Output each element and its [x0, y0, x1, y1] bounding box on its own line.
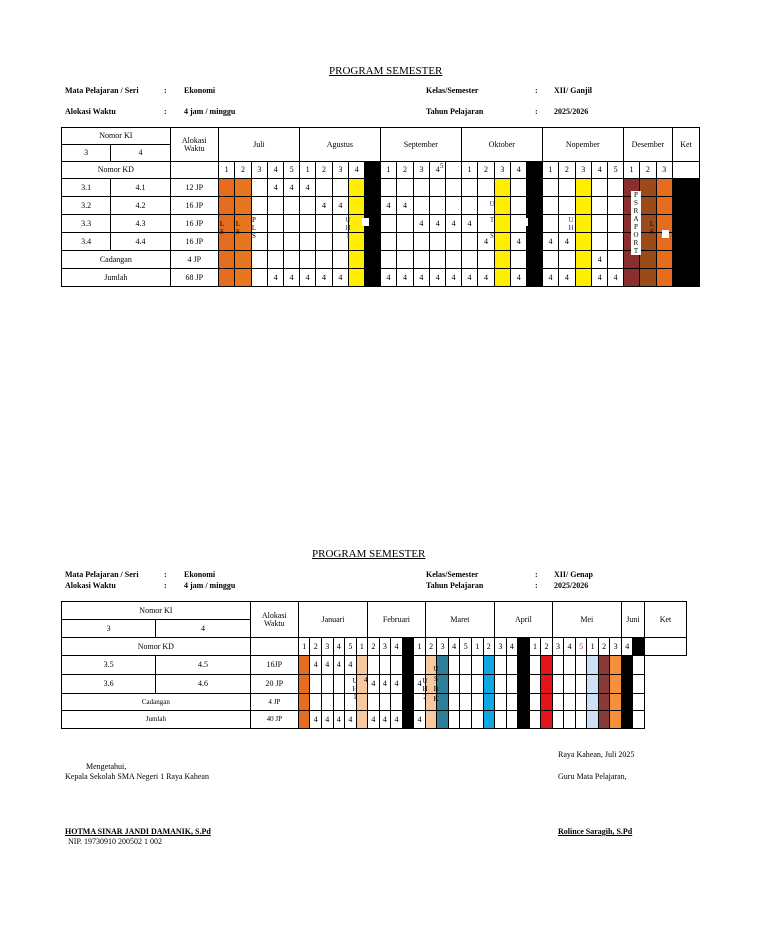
jp-cell: 16 JP [170, 197, 218, 215]
week: 1 [356, 638, 368, 656]
week: 1 [218, 162, 234, 179]
sem2-colon: : [164, 581, 167, 590]
week: 3 [321, 638, 333, 656]
week: 3 [610, 638, 622, 656]
week: 4 [448, 638, 460, 656]
sem2-alokasi-label: Alokasi Waktu [65, 581, 116, 590]
jp-cell: 20 JP [250, 675, 298, 694]
label-us: U S [617, 220, 623, 236]
jp-cell: 16JP [250, 656, 298, 675]
week: 4 [511, 162, 527, 179]
table-row: Cadangan 4 JP 4 [62, 251, 700, 269]
kd4-cell: 4.5 [156, 656, 250, 675]
month-mei: Mei [552, 602, 621, 638]
table-row: Jumlah 68 JP 4 4 4 4 4 4 4 4 4 4 4 4 4 4 4 4 4 [62, 269, 700, 287]
cadangan-jp: 4 JP [170, 251, 218, 269]
kd3-cell: 3.2 [62, 197, 111, 215]
header-nomor-kd: Nomor KD [62, 162, 171, 179]
week: 4 [268, 162, 284, 179]
sem2-colon: : [164, 570, 167, 579]
month-januari: Januari [298, 602, 367, 638]
header-ki3: 3 [62, 620, 156, 638]
table-row: 3.2 4.2 16 JP 4 4 4 4 [62, 197, 700, 215]
sem2-colon: : [535, 570, 538, 579]
header-ket: Ket [672, 128, 699, 162]
jumlah-label: Jumlah [62, 269, 171, 287]
label-uh1: U H I [345, 216, 351, 240]
label-ps-rapor: P S R A P O R T [631, 191, 641, 255]
sem1-week-row [62, 162, 700, 179]
week: 5 [284, 162, 299, 179]
week: 3 [332, 162, 348, 179]
week: 3 [413, 162, 429, 179]
sem1-colon: : [535, 86, 538, 95]
week: 2 [425, 638, 437, 656]
week: 1 [471, 638, 483, 656]
sem2-week-row [62, 638, 687, 656]
sem1-title: PROGRAM SEMESTER [329, 65, 443, 77]
label-pls: P L S [251, 216, 257, 240]
kd4-cell: 4.1 [111, 179, 170, 197]
sem1-kelas-value: XII/ Ganjil [554, 86, 593, 95]
week: 5 [608, 162, 623, 179]
sem1-kelas-label: Kelas/Semester [426, 86, 479, 95]
week: 2 [478, 162, 494, 179]
kd4-cell: 4.4 [111, 233, 170, 251]
month-maret: Maret [425, 602, 494, 638]
table-row: 3.3 4.3 16 JP 4 4 4 4 [62, 215, 700, 233]
jumlah-jp: 40 JP [250, 711, 298, 729]
week: 2 [316, 162, 332, 179]
table-row: 3.1 4.1 12 JP 4 4 4 [62, 179, 700, 197]
header-ki4: 4 [111, 145, 170, 162]
header-alokasi-waktu: Alokasi Waktu [170, 128, 218, 162]
week: 4 [506, 638, 518, 656]
label-uh: U H [568, 216, 574, 232]
header-ki3: 3 [62, 145, 111, 162]
week: 5 [345, 638, 357, 656]
label-ls: L S [649, 220, 655, 236]
jp-cell: 12 JP [170, 179, 218, 197]
place-date: Raya Kahean, Juli 2025 [558, 750, 635, 759]
white-marker [662, 230, 669, 238]
jp-cell: 16 JP [170, 233, 218, 251]
month-desember: Desember [623, 128, 672, 162]
kd3-cell: 3.5 [62, 656, 156, 675]
week: 4 [430, 162, 446, 179]
table-row: Jumlah 40 JP 4 4 4 4 4 4 4 4 [62, 711, 687, 729]
guru-role: Guru Mata Pelajaran, [558, 772, 627, 781]
week: 2 [559, 162, 575, 179]
sem2-mapel-label: Mata Pelajaran / Seri [65, 570, 139, 579]
sem1-colon: : [535, 107, 538, 116]
week: 3 [494, 162, 510, 179]
week: 2 [368, 638, 380, 656]
sem2-note-four: 4 [364, 676, 368, 684]
sem2-alokasi-value: 4 jam / minggu [184, 581, 236, 590]
week: 4 [592, 162, 608, 179]
month-agustus: Agustus [299, 128, 380, 162]
label-ls: L S [235, 220, 241, 236]
label-uts: U T S [489, 200, 495, 240]
sem1-tahun-label: Tahun Pelajaran [426, 107, 484, 116]
kd3-cell: 3.4 [62, 233, 111, 251]
sem1-mapel-value: Ekonomi [184, 86, 216, 95]
week: 5 [460, 638, 472, 656]
week: 4 [349, 162, 365, 179]
kd4-cell: 4.3 [111, 215, 170, 233]
sem2-kelas-value: XII/ Genap [554, 570, 593, 579]
kd3-cell: 3.3 [62, 215, 111, 233]
jp-cell: 16 JP [170, 215, 218, 233]
table-row: 3.4 4.4 16 JP 4 4 4 4 [62, 233, 700, 251]
sem2-tahun-value: 2025/2026 [554, 581, 589, 590]
sem2-kelas-label: Kelas/Semester [426, 570, 479, 579]
week: 3 [575, 162, 591, 179]
sem1-alokasi-value: 4 jam / minggu [184, 107, 236, 116]
label-uh1: U H 1 [352, 677, 358, 701]
sem2-schedule-table [61, 601, 687, 729]
week: 4 [391, 638, 403, 656]
label-usbk: U S B K [433, 665, 439, 703]
sem2-title: PROGRAM SEMESTER [312, 548, 426, 560]
sem1-colon: : [164, 86, 167, 95]
kd3-cell: 3.1 [62, 179, 111, 197]
kd4-cell: 4.6 [156, 675, 250, 694]
week: 1 [587, 638, 599, 656]
sem1-schedule-table [61, 127, 700, 287]
month-oktober: Oktober [461, 128, 542, 162]
week: 1 [529, 638, 541, 656]
white-marker [521, 218, 528, 226]
sem2-tahun-label: Tahun Pelajaran [426, 581, 484, 590]
jumlah-label: Jumlah [62, 711, 251, 729]
header-ki4: 4 [156, 620, 250, 638]
week: 1 [414, 638, 426, 656]
month-februari: Februari [368, 602, 426, 638]
week: 2 [397, 162, 413, 179]
sem1-mapel-label: Mata Pelajaran / Seri [65, 86, 139, 95]
label-ls: L S [219, 220, 225, 236]
mengetahui-label: Mengetahui, [86, 762, 127, 771]
cadangan-jp: 4 JP [250, 694, 298, 711]
month-april: April [495, 602, 553, 638]
week: 4 [621, 638, 633, 656]
week: 2 [640, 162, 656, 179]
cadangan-label: Cadangan [62, 251, 171, 269]
week: 2 [483, 638, 495, 656]
week: 1 [542, 162, 558, 179]
sem1-note-five: 5 [440, 162, 444, 170]
sem2-mapel-value: Ekonomi [184, 570, 216, 579]
week: 3 [437, 638, 449, 656]
guru-name: Rolince Saragih, S.Pd [558, 827, 633, 836]
week: 1 [623, 162, 639, 179]
month-september: September [380, 128, 461, 162]
month-nopember: Nopember [542, 128, 623, 162]
kepsek-role: Kepala Sekolah SMA Negeri 1 Raya Kahean [65, 772, 209, 781]
month-juli: Juli [218, 128, 299, 162]
week: 2 [541, 638, 553, 656]
week: 2 [598, 638, 610, 656]
kepsek-name: HOTMA SINAR JANDI DAMANIK, S.Pd [65, 827, 211, 836]
kd4-cell: 4.2 [111, 197, 170, 215]
week: 3 [656, 162, 672, 179]
week: 4 [564, 638, 576, 656]
week: 3 [552, 638, 564, 656]
header-nomor-ki: Nomor KI [62, 602, 251, 620]
week: 3 [495, 638, 507, 656]
week: 2 [235, 162, 251, 179]
month-juni: Juni [621, 602, 644, 638]
white-marker [362, 218, 369, 226]
header-ket: Ket [645, 602, 687, 638]
week: 3 [251, 162, 267, 179]
table-row [62, 694, 687, 711]
sem1-tahun-value: 2025/2026 [554, 107, 589, 116]
week: 1 [298, 638, 310, 656]
sem2-colon: : [535, 581, 538, 590]
header-alokasi-waktu: Alokasi Waktu [250, 602, 298, 638]
header-nomor-kd: Nomor KD [62, 638, 251, 656]
week: 1 [299, 162, 315, 179]
table-row: 3.6 4.6 20 JP 4 4 4 4 [62, 675, 687, 694]
week: 4 [333, 638, 345, 656]
sem1-colon: : [164, 107, 167, 116]
sem1-alokasi-label: Alokasi Waktu [65, 107, 116, 116]
label-uh2: U H 2 [422, 677, 428, 701]
week: 3 [379, 638, 391, 656]
jumlah-jp: 68 JP [170, 269, 218, 287]
header-nomor-ki: Nomor KI [62, 128, 171, 145]
week: 1 [461, 162, 477, 179]
cadangan-label: Cadangan [62, 694, 251, 711]
kepsek-nip: NIP. 19730910 200502 1 002 [68, 837, 163, 846]
table-row: 3.5 4.5 16JP 4 4 4 4 [62, 656, 687, 675]
week: 5 [575, 638, 587, 656]
kd3-cell: 3.6 [62, 675, 156, 694]
week: 2 [310, 638, 322, 656]
week: 1 [380, 162, 396, 179]
